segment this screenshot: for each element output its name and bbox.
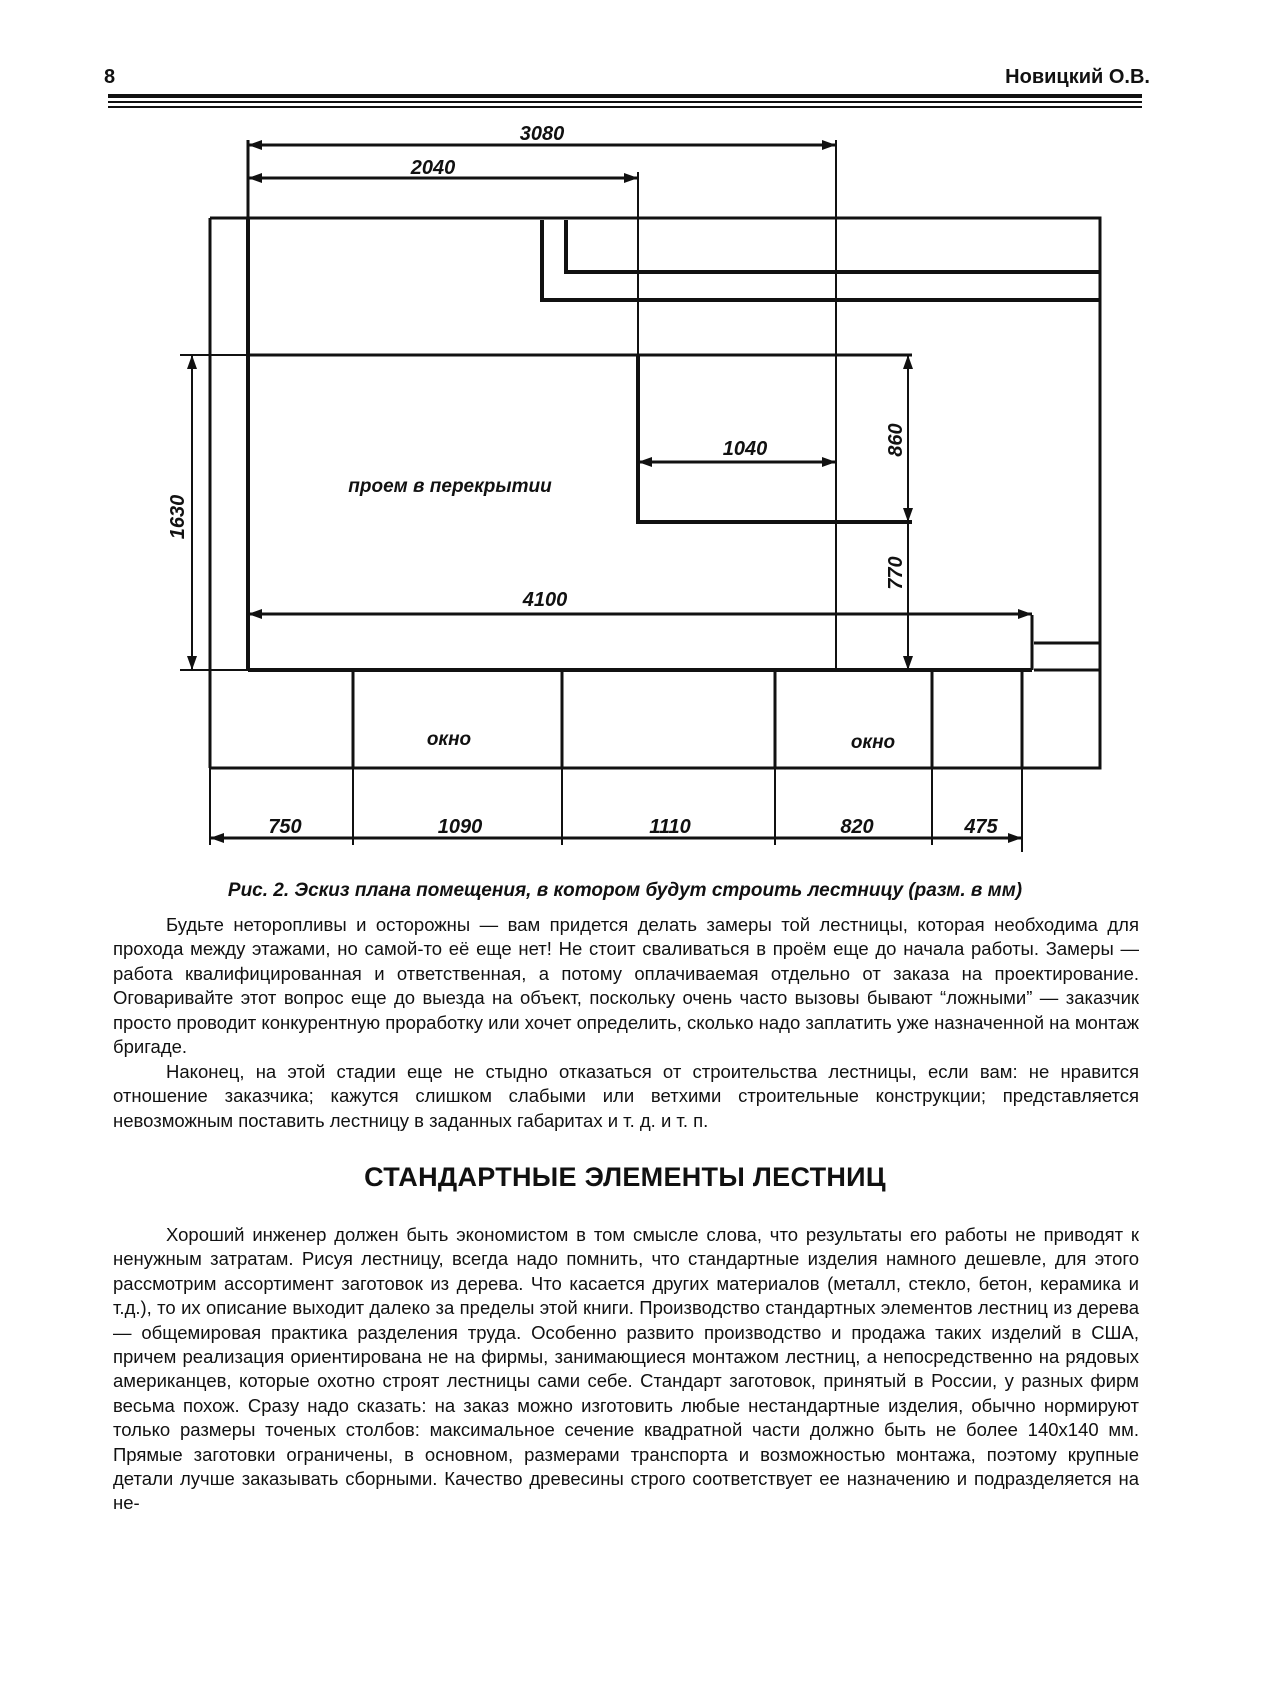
section-heading: СТАНДАРТНЫЕ ЭЛЕМЕНТЫ ЛЕСТНИЦ [364,1162,886,1192]
arrow-bottom-left [210,833,224,843]
body-paragraph-1: Будьте неторопливы и осторожны — вам придется делать замеры той лестницы, которая необходима для прохода между этажами, но самой-то её еще нет! Не стоит сваливаться в проём еще до начала работы. Замеры — работа квалифицированная и ответственная, а потому оплачиваемая отдельно от заказа на проектирование. Оговаривайте этот вопрос еще до выезда на объект, поскольку очень часто вызовы бывают “ложными” — заказчик просто проводит конкурентную проработку или хочет определить, сколько надо заплатить уже назначенной на монтаж бригаде. [113,914,1139,1058]
page-number: 8 [104,66,116,88]
dim-1630-label: 1630 [167,494,189,540]
arrow-770-bottom [903,656,913,670]
notch-wall [1034,643,1100,670]
arrow-2040-right [624,173,638,183]
dim-770-label: 770 [885,556,907,590]
bottom-wall-band [210,670,1100,768]
dim-1040-label: 1040 [722,438,768,460]
upper-wall-block-inner [566,220,1100,272]
opening-step-inner [638,355,912,522]
room-outer-wall [210,218,1100,670]
arrow-4100-right [1018,609,1032,619]
running-header-author: Новицкий О.В. [1005,66,1150,88]
window-label-1: окно [426,729,472,750]
dim-750-label: 750 [268,816,302,838]
arrow-1630-bottom [187,656,197,670]
dim-3080-label: 3080 [519,123,565,145]
dim-860-label: 860 [885,423,907,457]
dim-2040-label: 2040 [410,157,456,179]
window-label-2: окно [850,732,896,753]
dim-1090-label: 1090 [437,816,483,838]
opening-label: проем в перекрытии [348,476,552,497]
dim-475-label: 475 [964,816,998,838]
arrow-1040-right [822,457,836,467]
figure-caption: Рис. 2. Эскиз плана помещения, в котором будут строить лестницу (разм. в мм) [227,880,1023,901]
arrow-860-top [903,355,913,369]
arrow-1630-top [187,355,197,369]
arrow-1040-left [638,457,652,467]
arrow-860-bottom [903,508,913,522]
arrow-bottom-right [1008,833,1022,843]
arrow-3080-left [248,140,262,150]
upper-wall-block [542,220,1100,300]
dim-1110-label: 1110 [649,816,691,838]
section-paragraph: Хороший инженер должен быть экономистом в том смысле слова, что результаты его работы не приводят к ненужным затратам. Рисуя лестницу, всегда надо помнить, что стандартные изделия намного дешевле, для этого рассмотрим ассортимент заготовок из дерева. Что касается других материалов (металл, стекло, бетон, керамика и т.д.), то их описание выходит далеко за пределы этой книги. Производство стандартных элементов лестниц из дерева — общемировая практика разделения труда. Особенно развито производство и продажа таких изделий в США, причем реализация ориентирована не на фирмы, занимающиеся монтажом лестниц, а непосредственно на рядовых американцев, которые охотно строят лестницы сами себе. Стандарт заготовок, принятый в России, у разных фирм весьма похож. Сразу надо сказать: на заказ можно изготовить любые нестандартные изделия, обычно нормируют только размеры точеных столбов: максимальное сечение квадратной части должно быть не более 140х140 мм. Прямые заготовки ограничены, в основном, размерами транспорта и возможностью монтажа, поэтому крупные детали лучше заказывать сборными. Качество древесины строго соответствует ее назначению и подразделяется на не- [113,1224,1139,1514]
arrow-2040-left [248,173,262,183]
dim-4100-label: 4100 [522,589,568,611]
arrow-4100-left [248,609,262,619]
dim-820-label: 820 [840,816,874,838]
arrow-3080-right [822,140,836,150]
body-paragraph-2: Наконец, на этой стадии еще не стыдно отказаться от строительства лестницы, если вам: не нравится отношение заказчика; кажутся слишком слабыми или ветхими строительные конструкции; представляется невозможным поставить лестницу в заданных габаритах и т. д. и т. п. [113,1061,1139,1131]
